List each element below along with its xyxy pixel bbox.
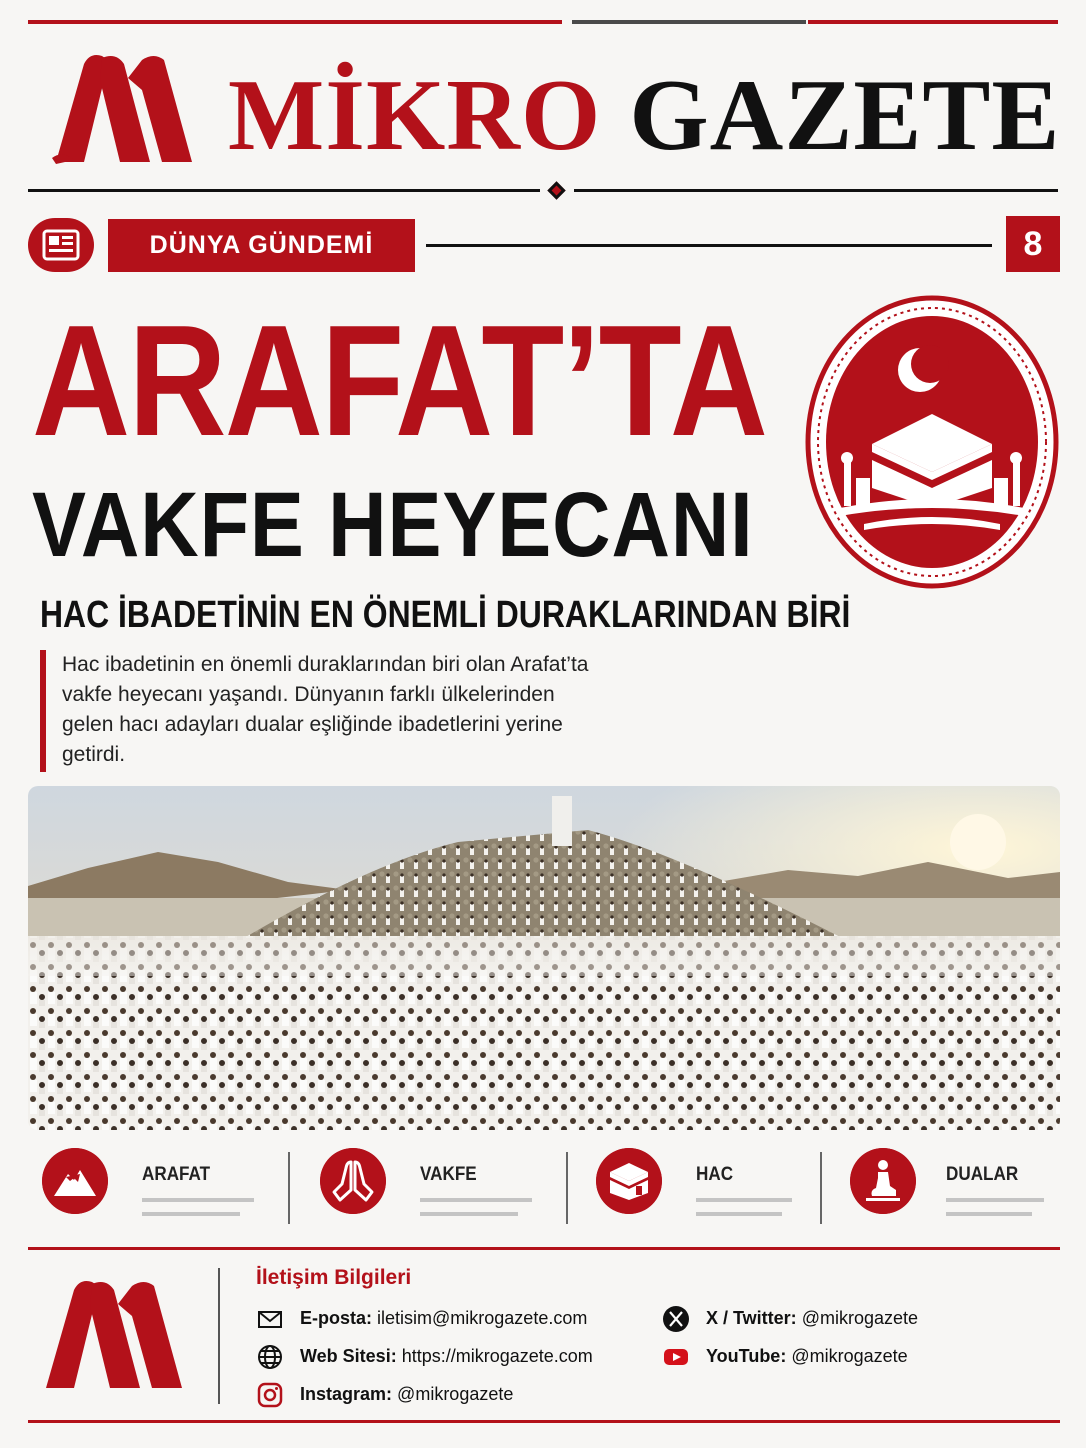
contact-twitter[interactable] [662, 1304, 918, 1332]
masthead-rule-right [574, 189, 1058, 192]
contact-twitter-label: X / Twitter: [706, 1308, 797, 1328]
masthead-name-black: GAZETE [629, 59, 1061, 172]
x-twitter-icon [662, 1305, 690, 1333]
subheadline: HAC İBADETİNİN EN ÖNEMLİ DURAKLARINDAN BİRİ [40, 594, 851, 636]
section-rule [426, 244, 992, 247]
contact-email[interactable] [256, 1304, 587, 1332]
contact-youtube[interactable] [662, 1342, 908, 1370]
feature-separator [820, 1152, 822, 1224]
footer-rule-bottom [28, 1420, 1060, 1423]
contact-youtube-label: YouTube: [706, 1346, 787, 1366]
feature-line [420, 1212, 518, 1216]
contact-email-value[interactable]: iletisim@mikrogazete.com [377, 1308, 588, 1328]
contact-youtube-value[interactable]: @mikrogazete [791, 1346, 908, 1366]
headline-line-1: ARAFAT’TA [32, 293, 767, 469]
feature-title: VAKFE [420, 1164, 477, 1185]
feature-line [946, 1198, 1044, 1202]
top-rule-red-right [808, 20, 1058, 24]
contact-instagram-value[interactable]: @mikrogazete [397, 1384, 514, 1404]
footer-separator [218, 1268, 220, 1404]
arafat-crowd-photo [28, 786, 1060, 1130]
newspaper-icon [28, 218, 94, 272]
contact-title: İletişim Bilgileri [256, 1266, 412, 1289]
contact-web-label: Web Sitesi: [300, 1346, 397, 1366]
instagram-icon [256, 1381, 284, 1409]
footer-rule-top [28, 1247, 1060, 1250]
feature-line [696, 1198, 792, 1202]
feature-line [946, 1212, 1032, 1216]
lead-accent-bar [40, 650, 46, 772]
feature-hac [596, 1148, 826, 1222]
kaaba-icon [596, 1148, 662, 1214]
top-rule-gray [572, 20, 806, 24]
section-label: DÜNYA GÜNDEMİ [108, 219, 415, 272]
feature-vakfe [320, 1148, 550, 1222]
top-rule-red-left [28, 20, 562, 24]
lead-paragraph: Hac ibadetinin en önemli duraklarından biri olan Arafat’ta vakfe heyecanı yaşandı. Dünyanın farklı ülkelerinden gelen hacı adayları dualar eşliğinde ibadetlerini yerine getirdi. [62, 653, 589, 766]
feature-separator [566, 1152, 568, 1224]
feature-title: HAC [696, 1164, 734, 1185]
mikro-logo-icon [40, 1276, 188, 1394]
feature-line [142, 1198, 254, 1202]
diamond-ornament-icon [547, 181, 565, 199]
feature-title: DUALAR [946, 1164, 1019, 1185]
feature-line [696, 1212, 782, 1216]
contact-instagram[interactable] [256, 1380, 513, 1408]
feature-line [142, 1212, 240, 1216]
headline-line-2: VAKFE HEYECANI [32, 474, 754, 576]
kneeling-prayer-icon [850, 1148, 916, 1214]
contact-twitter-value[interactable]: @mikrogazete [801, 1308, 919, 1328]
mikro-logo-icon [50, 50, 198, 168]
feature-separator [288, 1152, 290, 1224]
feature-dualar [850, 1148, 1060, 1222]
mail-icon [256, 1305, 284, 1333]
mountain-icon [42, 1148, 108, 1214]
contact-instagram-label: Instagram: [300, 1384, 393, 1404]
contact-web-value[interactable]: https://mikrogazete.com [401, 1346, 593, 1366]
kaaba-crescent-emblem [804, 294, 1060, 590]
contact-web[interactable] [256, 1342, 593, 1370]
globe-icon [256, 1343, 284, 1371]
praying-hands-icon [320, 1148, 386, 1214]
feature-arafat [42, 1148, 272, 1222]
feature-title: ARAFAT [142, 1164, 211, 1185]
masthead-rule-left [28, 189, 540, 192]
contact-email-label: E-posta: [300, 1308, 372, 1328]
masthead-name-red: MİKRO [228, 59, 602, 172]
masthead-title [228, 60, 1060, 172]
feature-line [420, 1198, 532, 1202]
page-number: 8 [1006, 216, 1060, 272]
youtube-icon [662, 1343, 690, 1371]
